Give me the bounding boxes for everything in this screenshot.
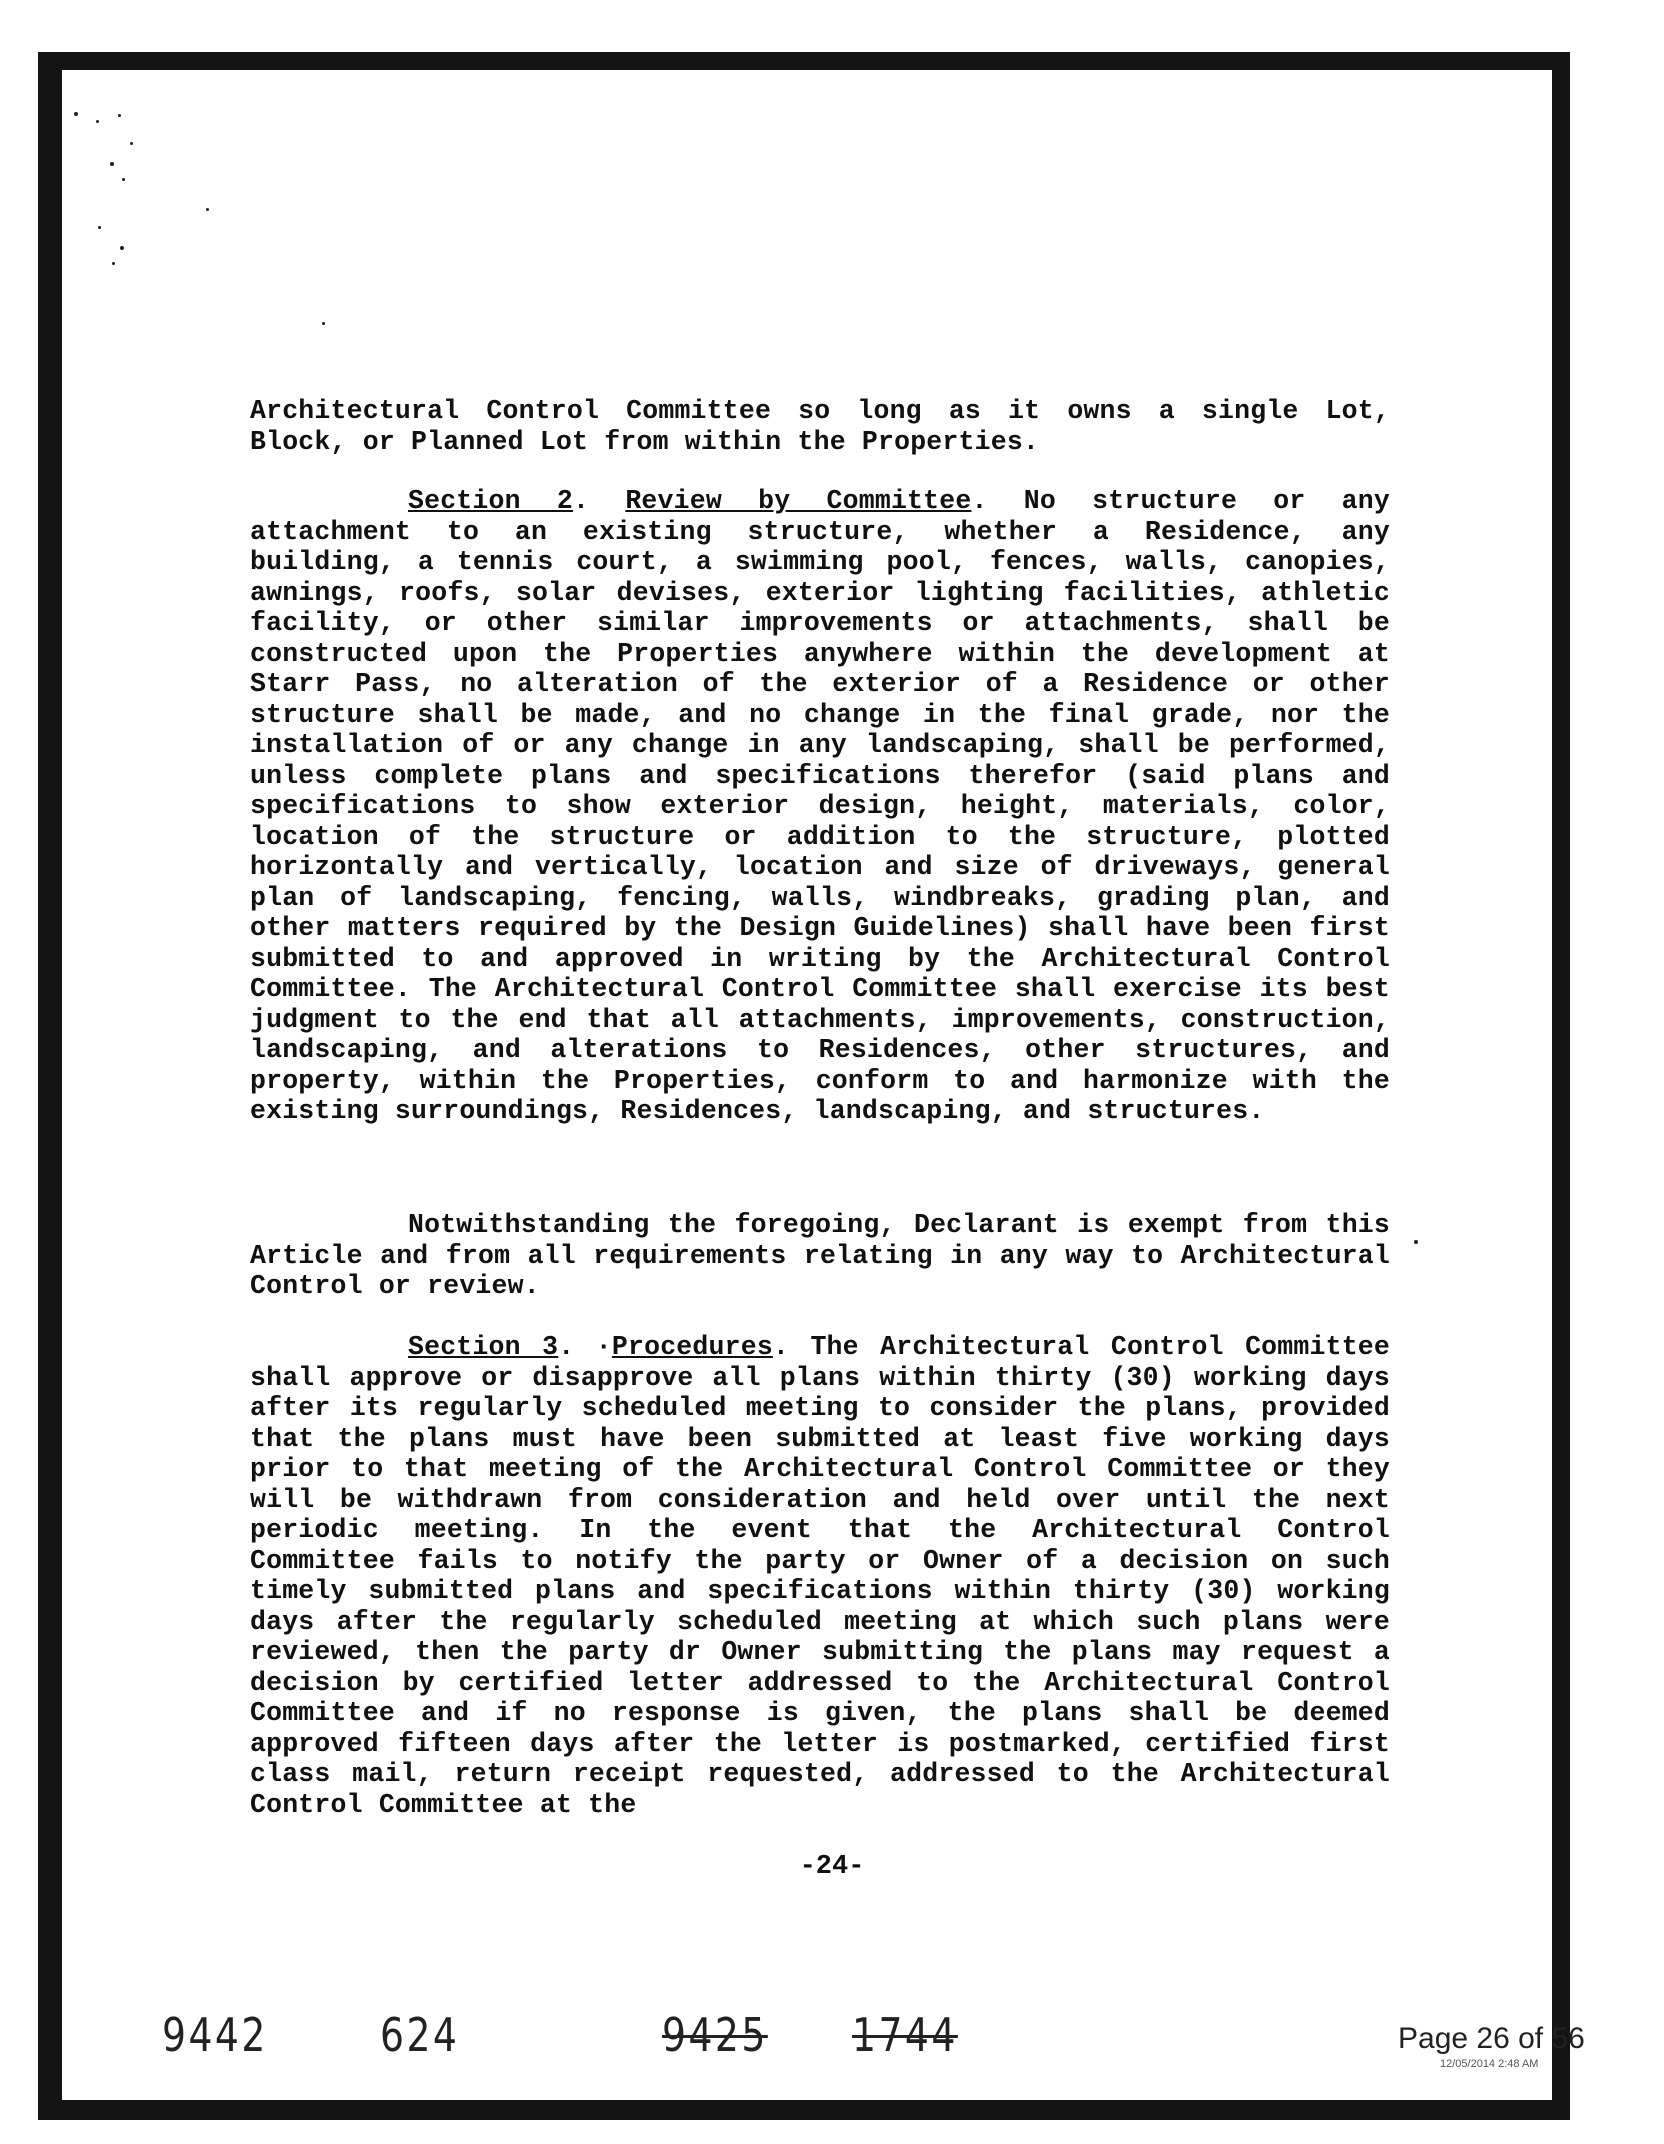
exemption-paragraph	[250, 1210, 1390, 1302]
section-2-title: Review by Committee	[625, 486, 972, 516]
section-3-body: . The Architectural Control Committee shall approve or disapprove all plans within thirty (30) working days after its regularly scheduled meeting to consider the plans, provided that the plans must have been submitted at least five working days prior to that meeting of the Architectural Control Committee or they will be withdrawn from consideration and held over until the next periodic meeting. In the event that the Architectural Control Committee fails to notify the party or Owner of a decision on such timely submitted plans and specifications within thirty (30) working days after the regularly scheduled meeting at which such plans were reviewed, then the party dr Owner submitting the plans may request a decision by certified letter addressed to the Architectural Control Committee and if no response is given, the plans shall be deemed approved fifteen days after the letter is postmarked, certified first class mail, return receipt requested, addressed to the Architectural Control Committee at the	[250, 1332, 1390, 1820]
scan-speck	[112, 262, 115, 265]
scan-speck	[122, 178, 125, 181]
section-2-body: . No structure or any attachment to an existing structure, whether a Residence, any building, a tennis court, a swimming pool, fences, walls, canopies, awnings, roofs, solar devises, exterior lighting facilities, athletic facility, or other similar improvements or attachments, shall be constructed upon the Properties anywhere within the development at Starr Pass, no alteration of the exterior of a Residence or other structure shall be made, and no change in the final grade, nor the installation of or any change in any landscaping, shall be performed, unless complete plans and specifications therefor (said plans and specifications to show exterior design, height, materials, color, location of the structure or addition to the structure, plotted horizontally and vertically, location and size of driveways, general plan of landscaping, fencing, walls, windbreaks, grading plan, and other matters required by the Design Guidelines) shall have been first submitted to and approved in writing by the Architectural Control Committee. The Architectural Control Committee shall exercise its best judgment to the end that all attachments, improvements, construction, landscaping, and alterations to Residences, other structures, and property, within the Properties, conform to and harmonize with the existing surroundings, Residences, landscaping, and structures.	[250, 486, 1390, 1126]
paragraph-text: Notwithstanding the foregoing, Declarant is exempt from this Article and from all requirements relating in any way to Architectural Control or review.	[250, 1210, 1390, 1301]
scan-speck	[98, 226, 101, 229]
page-of-indicator: Page 26 of 56	[1398, 2022, 1585, 2055]
section-3-sep: . ·	[558, 1332, 612, 1362]
book-number: 9442	[162, 2008, 268, 2062]
section-3-paragraph	[250, 1332, 1390, 1820]
old-book-number: 9425	[662, 2008, 768, 2062]
scan-speck	[206, 208, 209, 211]
scan-speck	[120, 246, 124, 250]
paragraph-text: Architectural Control Committee so long as it owns a single Lot, Block, or Planned Lot from within the Properties.	[250, 396, 1390, 457]
scan-speck	[130, 142, 133, 145]
section-2-paragraph	[250, 486, 1390, 1127]
old-page-number: 1744	[852, 2008, 958, 2062]
scan-speck	[322, 322, 325, 325]
scan-speck	[1414, 1240, 1418, 1244]
scan-speck	[110, 162, 114, 166]
section-3-title: Procedures	[611, 1332, 773, 1362]
section-3-label: Section 3	[408, 1332, 559, 1362]
scan-speck	[74, 112, 78, 116]
page-number: -24-	[799, 1852, 865, 1882]
section-2-sep: .	[573, 486, 626, 516]
section-2-label: Section 2	[408, 486, 574, 516]
scan-speck	[96, 120, 99, 123]
timestamp: 12/05/2014 2:48 AM	[1440, 2058, 1539, 2070]
page-ref-number: 624	[380, 2008, 460, 2062]
scan-speck	[118, 114, 121, 117]
paragraph-continuation	[250, 396, 1390, 457]
